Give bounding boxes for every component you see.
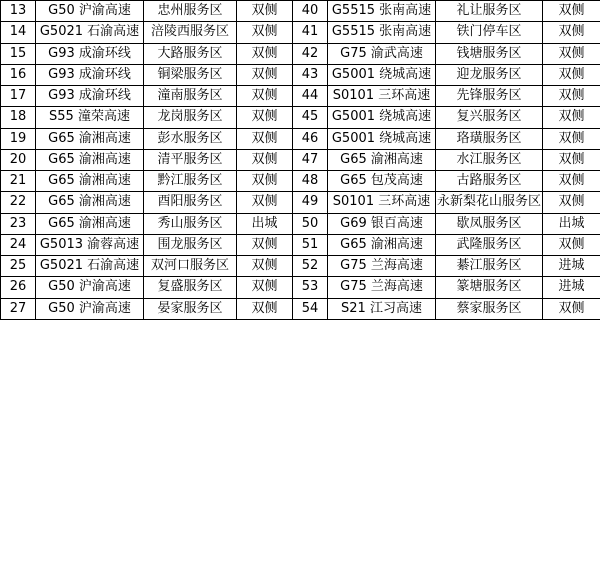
table-row xyxy=(1,128,600,149)
row-service-area-right: 迎龙服务区 xyxy=(436,64,543,85)
row-service-area-left: 龙岗服务区 xyxy=(144,107,237,128)
row-service-area-left: 铜梁服务区 xyxy=(144,64,237,85)
row-direction-left: 双侧 xyxy=(237,149,293,170)
row-road-right: G65 包茂高速 xyxy=(328,171,436,192)
row-index-left: 24 xyxy=(1,234,36,255)
row-index-right: 52 xyxy=(293,256,328,277)
row-index-left: 22 xyxy=(1,192,36,213)
row-service-area-left: 围龙服务区 xyxy=(144,234,237,255)
row-index-right: 44 xyxy=(293,86,328,107)
row-index-left: 25 xyxy=(1,256,36,277)
row-road-right: S0101 三环高速 xyxy=(328,86,436,107)
row-road-left: G93 成渝环线 xyxy=(36,43,144,64)
row-service-area-left: 忠州服务区 xyxy=(144,1,237,22)
row-road-right: G65 渝湘高速 xyxy=(328,234,436,255)
row-road-right: G69 银百高速 xyxy=(328,213,436,234)
row-index-right: 41 xyxy=(293,22,328,43)
row-service-area-right: 綦江服务区 xyxy=(436,256,543,277)
row-index-right: 42 xyxy=(293,43,328,64)
row-road-left: G93 成渝环线 xyxy=(36,64,144,85)
row-direction-right: 双侧 xyxy=(543,64,600,85)
row-road-right: G75 兰海高速 xyxy=(328,277,436,298)
row-service-area-right: 武隆服务区 xyxy=(436,234,543,255)
row-index-left: 14 xyxy=(1,22,36,43)
row-service-area-right: 珞璜服务区 xyxy=(436,128,543,149)
table-row xyxy=(1,43,600,64)
row-direction-right: 双侧 xyxy=(543,43,600,64)
row-direction-right: 双侧 xyxy=(543,171,600,192)
row-service-area-right: 钱塘服务区 xyxy=(436,43,543,64)
row-road-left: G50 沪渝高速 xyxy=(36,1,144,22)
row-direction-right: 双侧 xyxy=(543,22,600,43)
row-road-right: G75 兰海高速 xyxy=(328,256,436,277)
row-road-left: G65 渝湘高速 xyxy=(36,128,144,149)
row-road-right: G5001 绕城高速 xyxy=(328,128,436,149)
row-service-area-left: 彭水服务区 xyxy=(144,128,237,149)
row-road-right: G65 渝湘高速 xyxy=(328,149,436,170)
row-service-area-right: 铁门停车区 xyxy=(436,22,543,43)
row-road-left: G65 渝湘高速 xyxy=(36,171,144,192)
row-index-right: 54 xyxy=(293,298,328,319)
row-service-area-right: 古路服务区 xyxy=(436,171,543,192)
table-row xyxy=(1,107,600,128)
row-index-right: 45 xyxy=(293,107,328,128)
row-index-left: 17 xyxy=(1,86,36,107)
row-road-right: G5001 绕城高速 xyxy=(328,107,436,128)
row-direction-left: 双侧 xyxy=(237,256,293,277)
table-row xyxy=(1,213,600,234)
row-road-right: G75 渝武高速 xyxy=(328,43,436,64)
row-service-area-left: 秀山服务区 xyxy=(144,213,237,234)
row-direction-left: 双侧 xyxy=(237,298,293,319)
row-index-left: 15 xyxy=(1,43,36,64)
row-index-right: 48 xyxy=(293,171,328,192)
row-road-left: G5021 石渝高速 xyxy=(36,22,144,43)
row-direction-left: 出城 xyxy=(237,213,293,234)
row-road-left: S55 潼荣高速 xyxy=(36,107,144,128)
row-service-area-right: 先锋服务区 xyxy=(436,86,543,107)
row-direction-right: 双侧 xyxy=(543,86,600,107)
row-index-right: 49 xyxy=(293,192,328,213)
row-service-area-right: 歇凤服务区 xyxy=(436,213,543,234)
row-index-right: 46 xyxy=(293,128,328,149)
table-row xyxy=(1,234,600,255)
row-direction-left: 双侧 xyxy=(237,171,293,192)
table-row xyxy=(1,192,600,213)
row-direction-left: 双侧 xyxy=(237,107,293,128)
row-index-left: 21 xyxy=(1,171,36,192)
row-index-left: 26 xyxy=(1,277,36,298)
row-index-left: 18 xyxy=(1,107,36,128)
row-service-area-right: 礼让服务区 xyxy=(436,1,543,22)
table-row xyxy=(1,256,600,277)
row-direction-left: 双侧 xyxy=(237,64,293,85)
row-road-right: G5001 绕城高速 xyxy=(328,64,436,85)
table-row xyxy=(1,1,600,22)
row-direction-right: 双侧 xyxy=(543,192,600,213)
row-direction-right: 双侧 xyxy=(543,1,600,22)
table-row xyxy=(1,22,600,43)
row-service-area-left: 复盛服务区 xyxy=(144,277,237,298)
row-road-right: G5515 张南高速 xyxy=(328,22,436,43)
row-service-area-left: 涪陵西服务区 xyxy=(144,22,237,43)
row-service-area-left: 黔江服务区 xyxy=(144,171,237,192)
row-road-left: G50 沪渝高速 xyxy=(36,298,144,319)
row-service-area-right: 永新梨花山服务区 xyxy=(436,192,543,213)
row-road-right: G5515 张南高速 xyxy=(328,1,436,22)
row-service-area-right: 复兴服务区 xyxy=(436,107,543,128)
row-index-left: 27 xyxy=(1,298,36,319)
row-road-left: G93 成渝环线 xyxy=(36,86,144,107)
row-direction-right: 双侧 xyxy=(543,298,600,319)
row-direction-left: 双侧 xyxy=(237,277,293,298)
table-row xyxy=(1,64,600,85)
row-index-right: 40 xyxy=(293,1,328,22)
row-direction-right: 进城 xyxy=(543,277,600,298)
row-direction-right: 双侧 xyxy=(543,107,600,128)
row-direction-left: 双侧 xyxy=(237,22,293,43)
table-body xyxy=(1,1,600,320)
row-index-right: 53 xyxy=(293,277,328,298)
row-service-area-left: 大路服务区 xyxy=(144,43,237,64)
row-direction-left: 双侧 xyxy=(237,192,293,213)
row-service-area-right: 篆塘服务区 xyxy=(436,277,543,298)
row-index-right: 51 xyxy=(293,234,328,255)
row-service-area-left: 潼南服务区 xyxy=(144,86,237,107)
row-service-area-right: 水江服务区 xyxy=(436,149,543,170)
row-direction-left: 双侧 xyxy=(237,128,293,149)
table-row xyxy=(1,149,600,170)
row-index-right: 47 xyxy=(293,149,328,170)
row-service-area-left: 酉阳服务区 xyxy=(144,192,237,213)
row-index-right: 43 xyxy=(293,64,328,85)
row-service-area-left: 双河口服务区 xyxy=(144,256,237,277)
row-road-left: G5021 石渝高速 xyxy=(36,256,144,277)
row-index-left: 13 xyxy=(1,1,36,22)
row-direction-left: 双侧 xyxy=(237,1,293,22)
row-service-area-right: 蔡家服务区 xyxy=(436,298,543,319)
row-road-right: S0101 三环高速 xyxy=(328,192,436,213)
row-direction-right: 进城 xyxy=(543,256,600,277)
row-road-left: G5013 渝蓉高速 xyxy=(36,234,144,255)
row-road-left: G65 渝湘高速 xyxy=(36,149,144,170)
row-index-left: 23 xyxy=(1,213,36,234)
row-direction-right: 双侧 xyxy=(543,149,600,170)
table-row xyxy=(1,171,600,192)
row-road-left: G65 渝湘高速 xyxy=(36,192,144,213)
row-index-left: 16 xyxy=(1,64,36,85)
row-service-area-left: 晏家服务区 xyxy=(144,298,237,319)
row-direction-right: 出城 xyxy=(543,213,600,234)
table-row xyxy=(1,298,600,319)
row-service-area-left: 清平服务区 xyxy=(144,149,237,170)
row-road-left: G50 沪渝高速 xyxy=(36,277,144,298)
row-direction-left: 双侧 xyxy=(237,86,293,107)
row-direction-right: 双侧 xyxy=(543,234,600,255)
table-row xyxy=(1,86,600,107)
row-index-left: 20 xyxy=(1,149,36,170)
row-direction-left: 双侧 xyxy=(237,43,293,64)
row-direction-right: 双侧 xyxy=(543,128,600,149)
row-index-right: 50 xyxy=(293,213,328,234)
table-row xyxy=(1,277,600,298)
row-direction-left: 双侧 xyxy=(237,234,293,255)
row-index-left: 19 xyxy=(1,128,36,149)
row-road-left: G65 渝湘高速 xyxy=(36,213,144,234)
row-road-right: S21 江习高速 xyxy=(328,298,436,319)
